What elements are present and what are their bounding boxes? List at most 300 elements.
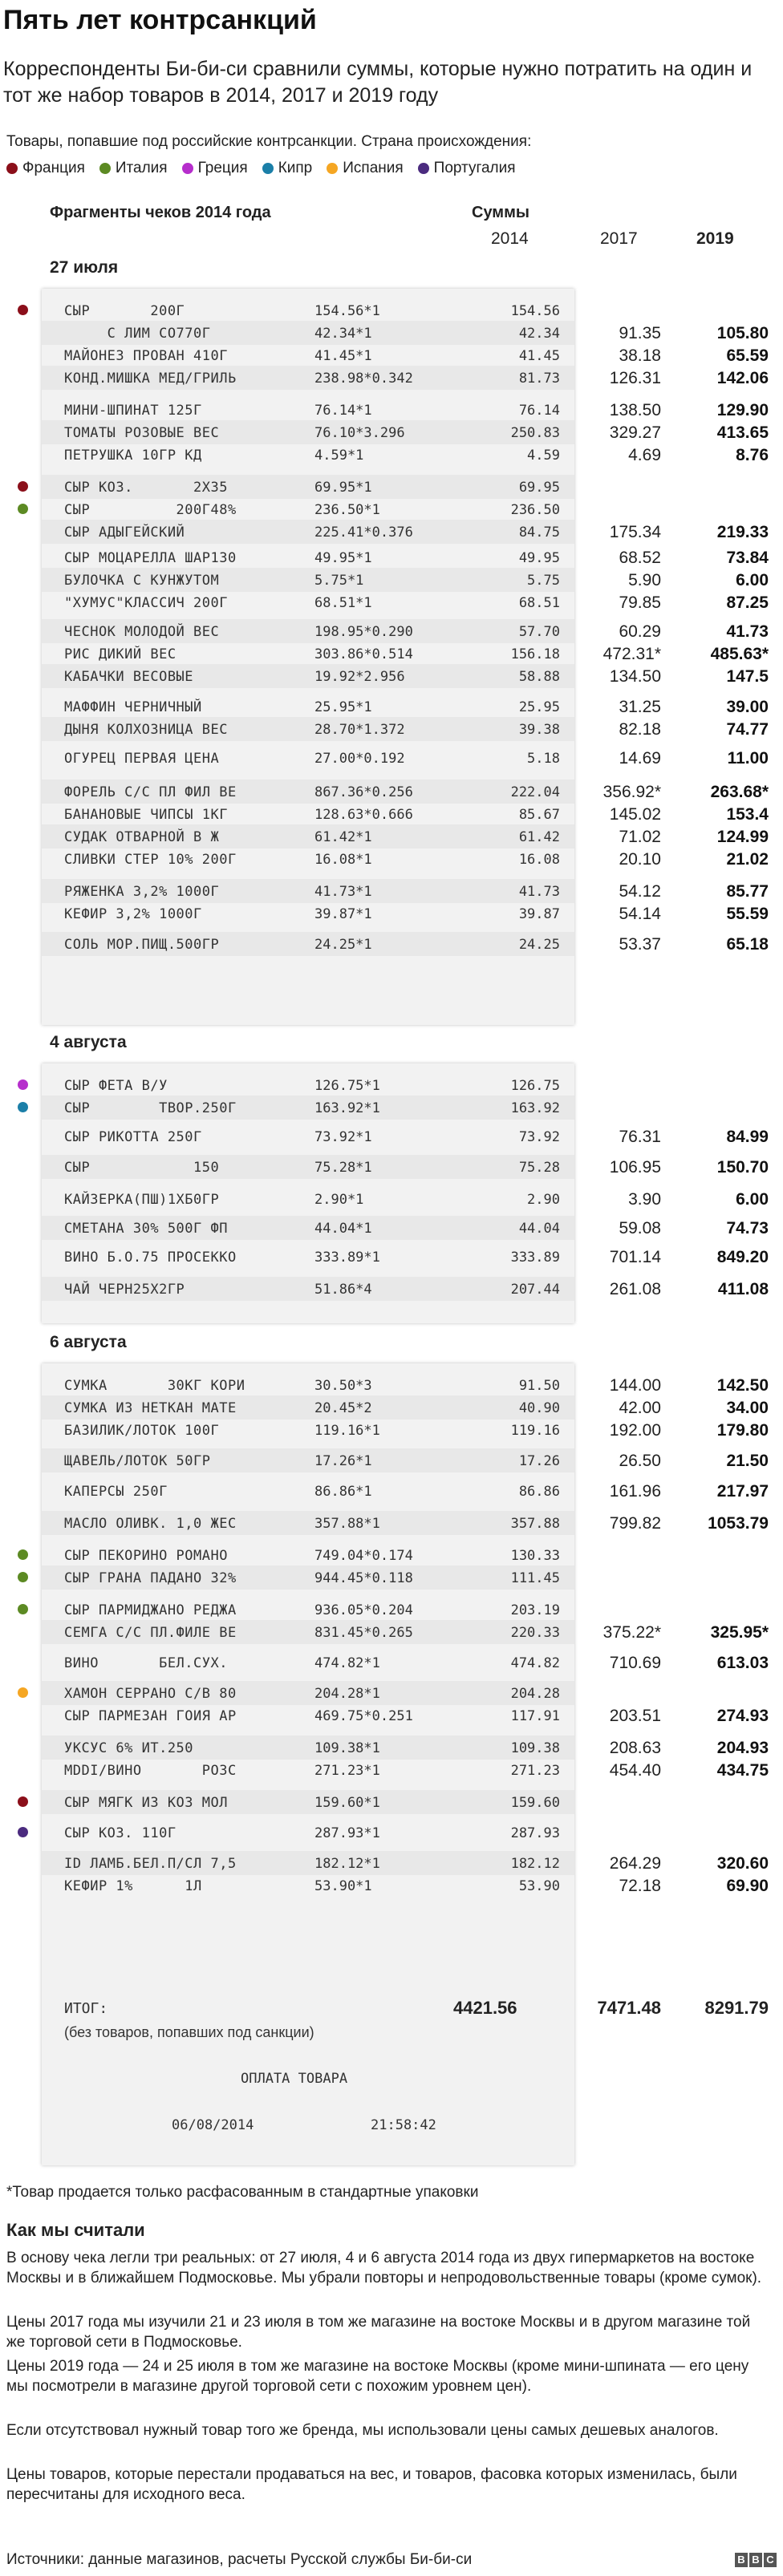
amount-2014: 271.23 — [510, 1763, 560, 1779]
header-2019: 2019 — [696, 229, 734, 248]
amount-2014: 182.12 — [510, 1856, 560, 1872]
amount-2014: 5.75 — [527, 573, 560, 589]
item-calc: 287.93*1 — [314, 1825, 380, 1841]
price-2017: 710.69 — [609, 1654, 661, 1672]
price-2017: 14.69 — [619, 749, 661, 768]
item-calc: 24.25*1 — [314, 937, 372, 953]
receipt-line — [42, 1155, 574, 1179]
receipt-line — [42, 398, 574, 422]
price-2017: 54.14 — [619, 905, 661, 923]
amount-2014: 91.50 — [518, 1378, 560, 1394]
item-name: ВИНО БЕЛ.СУХ. — [64, 1655, 228, 1671]
date-august-6: 6 августа — [50, 1333, 127, 1351]
item-name: СЫР РИКОТТА 250Г — [64, 1129, 202, 1145]
item-calc: 128.63*0.666 — [314, 807, 413, 823]
dot-icon — [182, 163, 193, 174]
amount-2014: 61.42 — [518, 829, 560, 845]
price-2017: 375.22* — [602, 1623, 661, 1642]
item-name: СУДАК ОТВАРНОЙ В Ж — [64, 829, 220, 845]
header-sums: Суммы — [472, 204, 529, 221]
price-2017: 68.52 — [619, 549, 661, 567]
country-marker-icon — [18, 1827, 28, 1837]
item-name: "ХУМУС"КЛАССИЧ 200Г — [64, 595, 228, 611]
amount-2014: 357.88 — [510, 1516, 560, 1532]
price-2019: 179.80 — [716, 1421, 769, 1440]
receipt-line — [42, 343, 574, 367]
item-calc: 20.45*2 — [314, 1400, 372, 1416]
item-name: СЫР 200Г — [64, 303, 185, 319]
item-name: БУЛОЧКА С КУНЖУТОМ — [64, 573, 220, 589]
amount-2014: 474.82 — [510, 1655, 560, 1671]
item-calc: 109.38*1 — [314, 1740, 380, 1756]
item-name: МАЙОНЕЗ ПРОВАН 410Г — [64, 348, 228, 364]
item-name: КАБАЧКИ ВЕСОВЫЕ — [64, 669, 194, 685]
amount-2014: 17.26 — [518, 1453, 560, 1469]
item-calc: 42.34*1 — [314, 326, 372, 342]
price-2019: 55.59 — [726, 905, 769, 923]
price-2017: 701.14 — [609, 1248, 661, 1266]
receipt-line — [42, 619, 574, 643]
receipt-line — [42, 443, 574, 467]
country-marker-icon — [18, 504, 28, 514]
item-name: СЫР 200Г48% — [64, 502, 237, 518]
price-2017: 261.08 — [609, 1280, 661, 1298]
subtitle: Корреспонденты Би-би-си сравнили суммы, которые нужно потратить на один и тот же набор товаров в 2014, 2017 и 2019 году — [3, 58, 753, 107]
receipt-line — [42, 1651, 574, 1675]
receipt-line — [42, 642, 574, 666]
amount-2014: 159.60 — [510, 1795, 560, 1811]
item-calc: 75.28*1 — [314, 1160, 372, 1176]
receipt-date: 06/08/2014 — [172, 2117, 254, 2133]
receipt-line — [42, 1216, 574, 1240]
item-calc: 271.23*1 — [314, 1763, 380, 1779]
item-name: МАФФИН ЧЕРНИЧНЫЙ — [64, 699, 202, 715]
price-2017: 38.18 — [619, 346, 661, 365]
amount-2014: 69.95 — [518, 480, 560, 496]
item-name: СЫР ТВОР.250Г — [64, 1100, 237, 1116]
total-2014: 4421.56 — [453, 1998, 517, 2018]
price-2017: 134.50 — [609, 667, 661, 686]
date-july-27: 27 июля — [50, 258, 119, 277]
method-paragraph: Цены товаров, которые перестали продаваться на вес, и товаров, фасовка которых изменилась, были пересчитаны для исходного веса. — [6, 2466, 737, 2503]
price-2017: 20.10 — [619, 850, 661, 869]
receipt-line — [42, 520, 574, 544]
price-2019: 142.50 — [716, 1376, 769, 1395]
amount-2014: 119.16 — [510, 1423, 560, 1439]
price-2017: 138.50 — [609, 401, 661, 419]
price-2017: 4.69 — [628, 446, 661, 464]
receipt-line — [42, 1511, 574, 1535]
country-marker-icon — [18, 1687, 28, 1698]
amount-2014: 44.04 — [518, 1221, 560, 1237]
amount-2014: 130.33 — [510, 1548, 560, 1564]
item-name: СОЛЬ МОР.ПИЩ.500ГР — [64, 937, 220, 953]
method-paragraph: Цены 2017 года мы изучили 21 и 23 июля в том же магазине на востоке Москвы и в другом магазине той же торговой сети в Подмосковье. — [6, 2314, 751, 2351]
item-name: СЫР МОЦАРЕЛЛА ШАР130 — [64, 550, 237, 566]
price-2019: 11.00 — [727, 749, 769, 768]
price-2019: 65.18 — [726, 935, 769, 954]
price-2019: 6.00 — [736, 571, 769, 589]
receipt-line — [42, 1790, 574, 1814]
footnote: *Товар продается только расфасованным в стандартные упаковки — [6, 2184, 479, 2201]
total-2017: 7471.48 — [597, 1998, 661, 2018]
price-2017: 71.02 — [619, 828, 661, 846]
method-paragraph: В основу чека легли три реальных: от 27 июля, 4 и 6 августа 2014 года из двух гипермаркетов на востоке Москвы и в ближайшем Подмосковье. Мы убрали повторы и непродовольственные товары (кроме сумок). — [6, 2250, 762, 2286]
amount-2014: 250.83 — [510, 425, 560, 441]
dot-icon — [99, 163, 111, 174]
price-2019: 147.5 — [726, 667, 769, 686]
item-calc: 831.45*0.265 — [314, 1625, 413, 1641]
amount-2014: 24.25 — [518, 937, 560, 953]
item-name: КАЙЗЕРКА(ПШ)1ХБ0ГР — [64, 1192, 220, 1208]
item-calc: 198.95*0.290 — [314, 624, 413, 640]
price-2017: 356.92* — [602, 783, 661, 801]
item-name: РИС ДИКИЙ ВЕС — [64, 646, 176, 662]
price-2017: 126.31 — [609, 369, 661, 387]
item-calc: 333.89*1 — [314, 1250, 380, 1266]
item-name: КЕФИР 1% 1Л — [64, 1878, 202, 1894]
item-calc: 51.86*4 — [314, 1282, 372, 1298]
legend-label: Греция — [197, 160, 248, 176]
receipt-line — [42, 545, 574, 569]
receipt-line — [42, 1598, 574, 1622]
price-2019: 6.00 — [736, 1190, 769, 1209]
item-name: СЫР ПАРМЕЗАН ГОИЯ АР — [64, 1708, 237, 1724]
legend-item-spain — [327, 160, 403, 177]
price-2017: 264.29 — [609, 1854, 661, 1873]
item-name: БАЗИЛИК/ЛОТОК 100Г — [64, 1423, 220, 1439]
item-name: КЕФИР 3,2% 1000Г — [64, 906, 202, 922]
legend-item-greece — [182, 160, 248, 177]
price-2017: 76.31 — [619, 1128, 661, 1146]
amount-2014: 156.18 — [510, 646, 560, 662]
price-2017: 59.08 — [619, 1219, 661, 1237]
receipt-line — [42, 1096, 574, 1120]
header-2014: 2014 — [491, 229, 529, 248]
dot-icon — [418, 163, 429, 174]
item-calc: 303.86*0.514 — [314, 646, 413, 662]
amount-2014: 75.28 — [518, 1160, 560, 1176]
item-name: МИНИ-ШПИНАТ 125Г — [64, 403, 202, 419]
item-calc: 73.92*1 — [314, 1129, 372, 1145]
price-2017: 208.63 — [609, 1739, 661, 1757]
receipt-line — [42, 664, 574, 688]
item-name: ЧЕСНОК МОЛОДОЙ ВЕС — [64, 624, 220, 640]
item-calc: 867.36*0.256 — [314, 784, 413, 800]
amount-2014: 163.92 — [510, 1100, 560, 1116]
legend-label: Португалия — [433, 160, 516, 176]
price-2019: 613.03 — [716, 1654, 769, 1672]
item-name: РЯЖЕНКА 3,2% 1000Г — [64, 884, 220, 900]
receipt-line — [42, 1373, 574, 1397]
amount-2014: 236.50 — [510, 502, 560, 518]
price-2017: 192.00 — [609, 1421, 661, 1440]
price-2019: 434.75 — [716, 1761, 769, 1780]
price-2019: 849.20 — [716, 1248, 769, 1266]
amount-2014: 204.28 — [510, 1686, 560, 1702]
receipt-line — [42, 475, 574, 499]
item-calc: 126.75*1 — [314, 1078, 380, 1094]
receipt-line — [42, 824, 574, 849]
receipt-line — [42, 879, 574, 903]
item-calc: 86.86*1 — [314, 1484, 372, 1500]
item-calc: 27.00*0.192 — [314, 751, 405, 767]
price-2019: 129.90 — [716, 401, 769, 419]
item-name: ХАМОН СЕРРАНО С/В 80 — [64, 1686, 237, 1702]
price-2019: 217.97 — [716, 1482, 769, 1501]
item-name: ФОРЕЛЬ С/С ПЛ ФИЛ ВЕ — [64, 784, 237, 800]
receipt-line — [42, 847, 574, 871]
item-name: ПЕТРУШКА 10ГР КД — [64, 448, 202, 464]
item-calc: 119.16*1 — [314, 1423, 380, 1439]
item-name: СЫР КОЗ. 2Х35 — [64, 480, 228, 496]
price-2017: 79.85 — [619, 593, 661, 612]
price-2019: 21.50 — [726, 1452, 769, 1470]
price-2019: 142.06 — [716, 369, 769, 387]
item-name: КОНД.МИШКА МЕД/ГРИЛЬ — [64, 371, 237, 387]
receipt-line — [42, 1703, 574, 1727]
price-2019: 411.08 — [717, 1280, 769, 1298]
item-calc: 68.51*1 — [314, 595, 372, 611]
item-calc: 44.04*1 — [314, 1221, 372, 1237]
amount-2014: 126.75 — [510, 1078, 560, 1094]
price-2019: 153.4 — [726, 805, 769, 824]
date-august-4: 4 августа — [50, 1033, 127, 1051]
item-calc: 53.90*1 — [314, 1878, 372, 1894]
item-calc: 25.95*1 — [314, 699, 372, 715]
item-calc: 159.60*1 — [314, 1795, 380, 1811]
receipt-line — [42, 1736, 574, 1760]
receipt-line — [42, 590, 574, 614]
item-calc: 5.75*1 — [314, 573, 364, 589]
price-2019: 320.60 — [716, 1854, 769, 1873]
price-2017: 54.12 — [619, 882, 661, 901]
item-name: СЛИВКИ СТЕР 10% 200Г — [64, 852, 237, 868]
amount-2014: 68.51 — [518, 595, 560, 611]
amount-2014: 76.14 — [518, 403, 560, 419]
price-2019: 204.93 — [716, 1739, 769, 1757]
item-calc: 61.42*1 — [314, 829, 372, 845]
item-name: ВИНО Б.О.75 ПРОСЕККО — [64, 1250, 237, 1266]
receipt-line — [42, 901, 574, 925]
receipt-line — [42, 366, 574, 390]
item-calc: 41.45*1 — [314, 348, 372, 364]
country-marker-icon — [18, 1572, 28, 1582]
price-2017: 454.40 — [609, 1761, 661, 1780]
page-title: Пять лет контрсанкций — [3, 5, 317, 35]
price-2017: 106.95 — [609, 1158, 661, 1177]
price-2019: 105.80 — [716, 324, 769, 342]
country-legend — [6, 160, 516, 177]
price-2019: 69.90 — [726, 1877, 769, 1895]
bbc-logo-letter: B — [735, 2553, 748, 2567]
amount-2014: 73.92 — [518, 1129, 560, 1145]
country-marker-icon — [18, 305, 28, 315]
amount-2014: 81.73 — [518, 371, 560, 387]
amount-2014: 53.90 — [518, 1878, 560, 1894]
receipt-line — [42, 1873, 574, 1898]
item-calc: 749.04*0.174 — [314, 1548, 413, 1564]
price-2019: 21.02 — [726, 850, 769, 869]
amount-2014: 16.08 — [518, 852, 560, 868]
amount-2014: 39.38 — [518, 722, 560, 738]
price-2019: 219.33 — [716, 523, 769, 541]
amount-2014: 333.89 — [510, 1250, 560, 1266]
price-2017: 72.18 — [619, 1877, 661, 1895]
price-2019: 263.68* — [710, 783, 769, 801]
total-2019: 8291.79 — [704, 1998, 769, 2018]
method-paragraph: Если отсутствовал нужный товар того же бренда, мы использовали цены самых дешевых аналогов. — [6, 2422, 719, 2439]
item-calc: 204.28*1 — [314, 1686, 380, 1702]
price-2019: 74.73 — [726, 1219, 769, 1237]
receipt-line — [42, 802, 574, 826]
price-2019: 84.99 — [726, 1128, 769, 1146]
dot-icon — [327, 163, 338, 174]
amount-2014: 109.38 — [510, 1740, 560, 1756]
price-2019: 1053.79 — [708, 1514, 769, 1533]
amount-2014: 41.45 — [518, 348, 560, 364]
price-2019: 150.70 — [716, 1158, 769, 1177]
amount-2014: 207.44 — [510, 1282, 560, 1298]
receipt-line — [42, 420, 574, 444]
receipt-line — [42, 695, 574, 719]
receipt-line — [42, 1124, 574, 1148]
item-name: СЫР КОЗ. 110Г — [64, 1825, 176, 1841]
price-2019: 8.76 — [736, 446, 769, 464]
item-calc: 944.45*0.118 — [314, 1570, 413, 1586]
price-2019: 485.63* — [710, 645, 769, 663]
receipt-line — [42, 1821, 574, 1845]
item-calc: 17.26*1 — [314, 1453, 372, 1469]
receipt-line — [42, 321, 574, 345]
legend-item-portugal — [418, 160, 516, 177]
price-2017: 26.50 — [619, 1452, 661, 1470]
amount-2014: 287.93 — [510, 1825, 560, 1841]
amount-2014: 111.45 — [510, 1570, 560, 1586]
receipt-line — [42, 1277, 574, 1301]
receipt-line — [42, 717, 574, 741]
receipt-line — [42, 1448, 574, 1472]
receipt-line — [42, 1565, 574, 1590]
price-2019: 73.84 — [726, 549, 769, 567]
receipt-line — [42, 1073, 574, 1097]
amount-2014: 39.87 — [518, 906, 560, 922]
price-2017: 42.00 — [619, 1399, 661, 1417]
item-calc: 182.12*1 — [314, 1856, 380, 1872]
legend-label: Испания — [343, 160, 404, 176]
bbc-logo-letter: B — [749, 2553, 762, 2567]
legend-label: Кипр — [278, 160, 313, 176]
price-2017: 145.02 — [609, 805, 661, 824]
item-name: СЕМГА С/С ПЛ.ФИЛЕ ВЕ — [64, 1625, 237, 1641]
item-calc: 16.08*1 — [314, 852, 372, 868]
item-calc: 39.87*1 — [314, 906, 372, 922]
item-name: MDDI/ВИНО РОЗС — [64, 1763, 237, 1779]
receipt-line — [42, 932, 574, 956]
total-note: (без товаров, попавших под санкции) — [64, 2024, 314, 2040]
amount-2014: 42.34 — [518, 326, 560, 342]
item-calc: 41.73*1 — [314, 884, 372, 900]
total-label: ИТОГ: — [64, 2000, 108, 2017]
method-paragraph: Цены 2019 года — 24 и 25 июля в том же магазине на востоке Москвы (кроме мини-шпината — его цену мы посмотрели в магазине другой торговой сети с похожим уровнем цен). — [6, 2358, 749, 2395]
item-name: КАПЕРСЫ 250Г — [64, 1484, 168, 1500]
amount-2014: 41.73 — [518, 884, 560, 900]
amount-2014: 40.90 — [518, 1400, 560, 1416]
amount-2014: 4.59 — [527, 448, 560, 464]
legend-intro: Товары, попавшие под российские контрсанкции. Страна происхождения: — [6, 133, 532, 150]
item-name: ЧАЙ ЧЕРН25Х2ГР — [64, 1282, 185, 1298]
item-name: СЫР 150 — [64, 1160, 220, 1176]
price-2019: 274.93 — [716, 1707, 769, 1725]
amount-2014: 57.70 — [518, 624, 560, 640]
price-2017: 60.29 — [619, 622, 661, 641]
item-name: СЫР МЯГК ИЗ КОЗ МОЛ — [64, 1795, 228, 1811]
item-calc: 28.70*1.372 — [314, 722, 405, 738]
receipt-line — [42, 1851, 574, 1875]
price-2017: 203.51 — [609, 1707, 661, 1725]
receipt-line — [42, 1245, 574, 1269]
item-calc: 76.10*3.296 — [314, 425, 405, 441]
item-calc: 69.95*1 — [314, 480, 372, 496]
country-marker-icon — [18, 1604, 28, 1614]
amount-2014: 220.33 — [510, 1625, 560, 1641]
amount-2014: 86.86 — [518, 1484, 560, 1500]
price-2017: 329.27 — [609, 423, 661, 442]
item-name: СЫР ФЕТА В/У — [64, 1078, 168, 1094]
price-2019: 34.00 — [726, 1399, 769, 1417]
item-name: СЫР ПЕКОРИНО РОМАНО — [64, 1548, 228, 1564]
price-2017: 53.37 — [619, 935, 661, 954]
receipt-line — [42, 1758, 574, 1782]
amount-2014: 49.95 — [518, 550, 560, 566]
country-marker-icon — [18, 1549, 28, 1560]
price-2019: 74.77 — [726, 720, 769, 739]
receipt-line — [42, 497, 574, 521]
legend-item-france — [6, 160, 85, 177]
item-name: ТОМАТЫ РОЗОВЫЕ ВЕС — [64, 425, 220, 441]
price-2017: 82.18 — [619, 720, 661, 739]
item-name: СЫР ПАРМИДЖАНО РЕДЖА — [64, 1602, 237, 1618]
price-2019: 65.59 — [726, 346, 769, 365]
price-2017: 31.25 — [619, 698, 661, 716]
country-marker-icon — [18, 481, 28, 492]
item-calc: 30.50*3 — [314, 1378, 372, 1394]
item-name: ОГУРЕЦ ПЕРВАЯ ЦЕНА — [64, 751, 220, 767]
receipt-line — [42, 1187, 574, 1211]
item-calc: 4.59*1 — [314, 448, 364, 464]
country-marker-icon — [18, 1102, 28, 1112]
item-name: С ЛИМ СО770Г — [64, 326, 211, 342]
legend-label: Италия — [115, 160, 168, 176]
item-calc: 163.92*1 — [314, 1100, 380, 1116]
bbc-logo-letter: C — [764, 2553, 777, 2567]
price-2017: 799.82 — [609, 1514, 661, 1533]
item-calc: 2.90*1 — [314, 1192, 364, 1208]
sources: Источники: данные магазинов, расчеты Русской службы Би-би-си — [6, 2551, 473, 2568]
item-calc: 238.98*0.342 — [314, 371, 413, 387]
item-name: МАСЛО ОЛИВК. 1,0 ЖЕС — [64, 1516, 237, 1532]
item-calc: 76.14*1 — [314, 403, 372, 419]
method-title: Как мы считали — [6, 2220, 145, 2240]
item-calc: 469.75*0.251 — [314, 1708, 413, 1724]
price-2017: 5.90 — [628, 571, 661, 589]
item-name: СЫР ГРАНА ПАДАНО 32% — [64, 1570, 237, 1586]
item-calc: 19.92*2.956 — [314, 669, 405, 685]
country-marker-icon — [18, 1079, 28, 1090]
header-fragments: Фрагменты чеков 2014 года — [50, 204, 271, 221]
receipt-line — [42, 780, 574, 804]
item-name: СМЕТАНА 30% 500Г ФП — [64, 1221, 228, 1237]
